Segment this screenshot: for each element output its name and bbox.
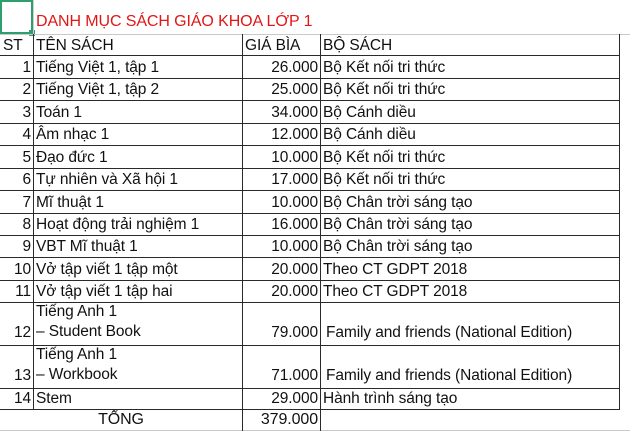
grid-line [0,123,620,124]
total-value: 379.000 [260,411,318,428]
row-price: 20.000 [271,283,318,300]
row-book-set: Theo CT GDPT 2018 [323,283,468,300]
row-book-name: Tiếng Anh 1 – Workbook [36,346,118,383]
row-price: 25.000 [271,81,318,98]
row-price: 71.000 [271,367,318,384]
row-book-name: Tiếng Việt 1, tập 2 [36,81,160,98]
selected-cell-outline[interactable] [0,0,33,34]
row-book-set: Bộ Chân trời sáng tạo [323,238,473,255]
row-stt: 7 [22,194,31,211]
row-stt: 9 [22,238,31,255]
row-stt: 1 [22,59,31,76]
row-price: 12.000 [271,126,318,143]
row-book-set: Bộ Kết nối tri thức [323,171,446,188]
row-stt: 6 [22,171,31,188]
row-book-set: Bộ Kết nối tri thức [323,149,446,166]
row-price: 20.000 [271,261,318,278]
row-book-set: Bộ Kết nối tri thức [323,81,446,98]
grid-line [33,34,34,409]
row-stt: 2 [22,81,31,98]
row-stt: 10 [13,261,31,278]
header-price: GIÁ BÌA [245,37,301,54]
header-book-set: BỘ SÁCH [323,37,393,54]
row-book-name: Stem [36,390,72,407]
row-price: 29.000 [271,390,318,407]
row-stt: 14 [13,390,31,407]
row-book-set: Family and friends (National Edition) [326,367,573,384]
row-book-set: Bộ Cánh diều [323,126,416,143]
row-book-name: Mĩ thuật 1 [36,194,104,211]
row-book-set: Family and friends (National Edition) [326,324,573,341]
grid-line [619,34,620,409]
row-book-name: Vở tập viết 1 tập một [36,261,178,278]
row-book-name: Tiếng Anh 1 – Student Book [36,303,141,340]
row-price: 26.000 [271,59,318,76]
grid-line [0,280,620,281]
header-book-name: TÊN SÁCH [36,37,114,54]
row-price: 10.000 [271,238,318,255]
row-price: 10.000 [271,194,318,211]
row-book-name: VBT Mĩ thuật 1 [36,238,138,255]
row-book-name: Toán 1 [36,104,82,121]
row-stt: 13 [13,367,31,384]
row-book-set: Bộ Chân trời sáng tạo [323,216,473,233]
row-book-name: Vở tập viết 1 tập hai [36,283,173,300]
grid-line [0,78,620,79]
grid-line [33,0,34,34]
row-book-set: Bộ Chân trời sáng tạo [323,194,473,211]
sheet-title: DANH MỤC SÁCH GIÁO KHOA LỚP 1 [36,13,313,30]
row-book-name: Đạo đức 1 [36,149,108,166]
row-book-set: Theo CT GDPT 2018 [323,261,468,278]
grid-line [0,235,620,236]
row-stt: 8 [22,216,31,233]
row-book-set: Hành trình sáng tạo [323,390,458,407]
row-book-set: Bộ Kết nối tri thức [323,59,446,76]
row-book-name: Tự nhiên và Xã hội 1 [36,171,178,188]
row-price: 79.000 [271,324,318,341]
row-price: 34.000 [271,104,318,121]
grid-line [0,213,620,214]
grid-line [0,257,620,258]
row-price: 10.000 [271,149,318,166]
grid-line [320,34,321,431]
grid-line [0,100,620,101]
row-stt: 5 [22,149,31,166]
grid-line [0,34,630,35]
grid-line [0,145,620,146]
total-label: TỔNG [98,411,144,428]
row-book-name: Âm nhạc 1 [36,126,110,143]
row-book-name: Hoạt động trải nghiệm 1 [36,216,200,233]
row-book-name: Tiếng Việt 1, tập 1 [36,59,160,76]
row-stt: 11 [15,283,31,300]
grid-line [0,190,620,191]
row-book-set: Bộ Cánh diều [323,104,416,121]
row-stt: 4 [22,126,31,143]
header-stt: ST [3,37,23,54]
row-price: 16.000 [271,216,318,233]
row-price: 17.000 [271,171,318,188]
row-stt: 12 [13,324,31,341]
grid-line [0,168,620,169]
row-stt: 3 [22,104,31,121]
